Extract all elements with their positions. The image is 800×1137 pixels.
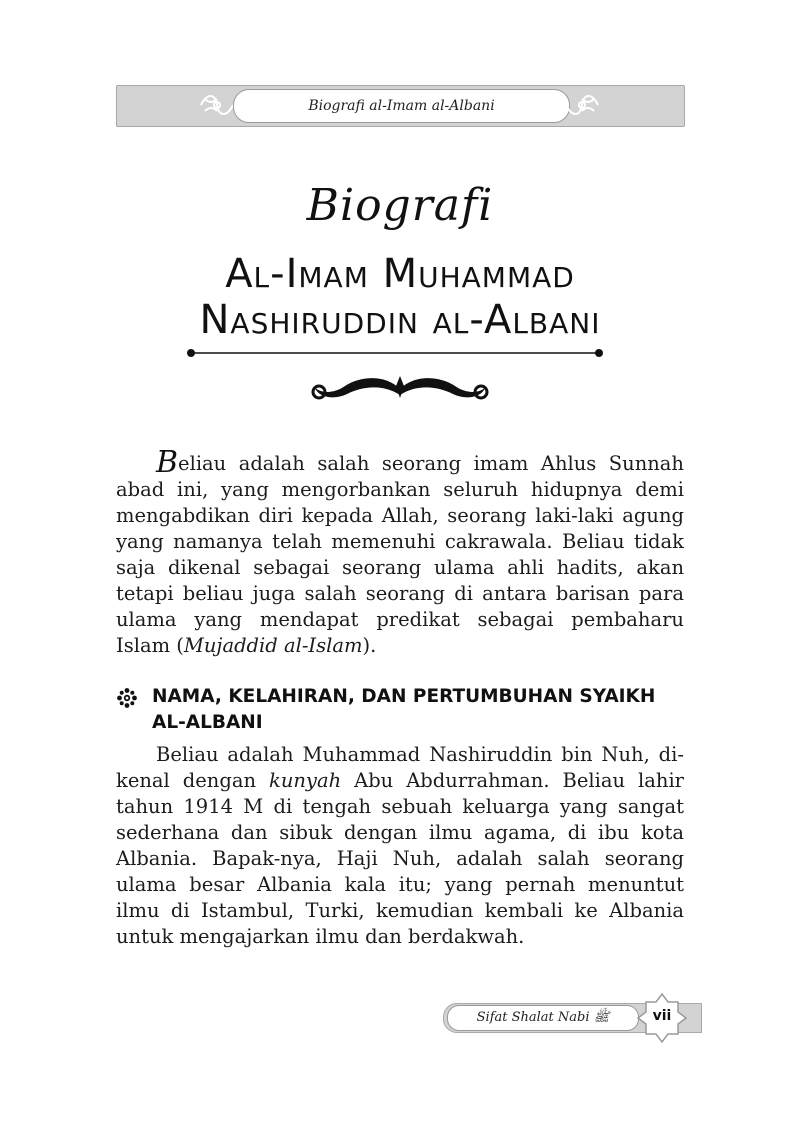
section-heading: NAMA, KELAHIRAN, DAN PERTUMBUHAN SYAIKH AL-ALBANI <box>152 686 656 733</box>
title-line-2: Nashiruddin al-Albani <box>199 297 601 343</box>
title-divider <box>185 346 605 360</box>
section-paragraph <box>116 742 684 950</box>
title-line-1: Al-Imam Muhammad <box>225 251 575 297</box>
floral-ornament-icon <box>197 89 237 121</box>
intro-paragraph <box>116 445 684 659</box>
intro-italic-term: Mujaddid al-Islam <box>183 634 363 657</box>
footer-book-title: Sifat Shalat Nabi ﷺ <box>476 1009 610 1025</box>
section-italic-term: kunyah <box>269 769 342 792</box>
section-text: Beliau adalah Muhammad Nashiruddin bin Nuh, di-kenal dengan <box>116 743 684 792</box>
section-text-rest: Abu Abdurrahman. Beliau lahir tahun 1914 M di tengah sebuah keluarga yang sangat sederhana dan sibuk dengan ilmu agama, di ibu kota Albania. Bapak-nya, Haji Nuh, adalah salah seorang ulama besar Albania kala itu; yang pernah menuntut ilmu di Istambul, Turki, kemudian kembali ke Albania untuk mengajarkan ilmu dan berdakwah. <box>116 769 684 948</box>
running-title-pill <box>233 89 570 123</box>
intro-text: eliau adalah salah seorang imam Ahlus Sunnah abad ini, yang mengorbankan seluruh hidupnya demi mengabdikan diri kepada Allah, seorang laki-laki agung yang namanya telah memenuhi cakrawala. Beliau tidak saja dikenal sebagai seorang ulama ahli hadits, akan tetapi beliau juga salah seorang di antara barisan para ulama yang mendapat predikat sebagai pembaharu Islam ( <box>116 452 684 657</box>
intro-text-end: ). <box>362 634 377 657</box>
flower-bullet-icon <box>116 687 138 709</box>
floral-ornament-icon <box>562 89 602 121</box>
drop-cap: B <box>156 445 179 480</box>
page-number: vii <box>652 1008 672 1024</box>
flourish-ornament-icon <box>305 368 495 410</box>
title-script-word: Biografi <box>306 180 494 231</box>
footer-book-title-pill <box>447 1005 639 1031</box>
running-title: Biografi al-Imam al-Albani <box>308 98 495 114</box>
